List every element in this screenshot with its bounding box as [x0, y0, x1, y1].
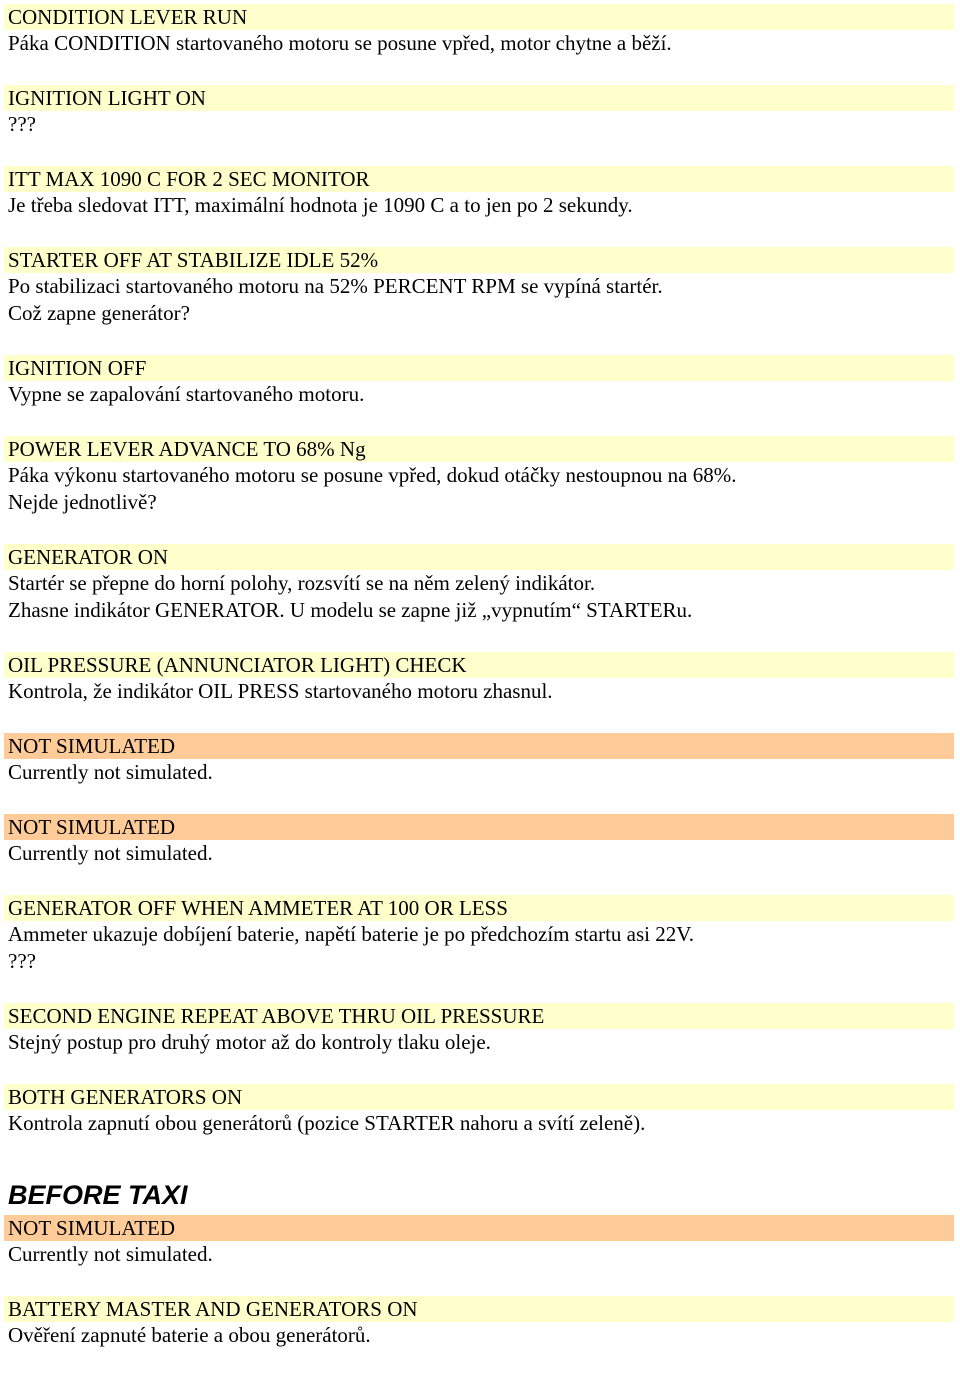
checklist-entry	[0, 652, 960, 733]
checklist-heading: NOT SIMULATED	[4, 814, 954, 840]
checklist-entry	[0, 733, 960, 814]
checklist-description: Startér se přepne do horní polohy, rozsvítí se na něm zelený indikátor.	[8, 571, 596, 595]
checklist-heading: NOT SIMULATED	[4, 1215, 954, 1241]
checklist-heading: STARTER OFF AT STABILIZE IDLE 52%	[4, 247, 954, 273]
checklist-heading: NOT SIMULATED	[4, 733, 954, 759]
checklist-heading: CONDITION LEVER RUN	[4, 4, 954, 30]
checklist-heading: IGNITION OFF	[4, 355, 954, 381]
checklist-description: Nejde jednotlivě?	[8, 490, 157, 514]
checklist-description: Stejný postup pro druhý motor až do kontroly tlaku oleje.	[8, 1030, 491, 1054]
checklist-entry	[0, 1003, 960, 1084]
checklist-description: Ověření zapnuté baterie a obou generátorů.	[8, 1323, 371, 1347]
checklist-entries-before-taxi	[0, 1215, 960, 1349]
checklist-heading: BOTH GENERATORS ON	[4, 1084, 954, 1110]
section-title: BEFORE TAXI	[8, 1180, 188, 1210]
checklist-entries-start	[0, 4, 960, 1137]
checklist-page	[0, 4, 960, 1349]
checklist-description: Currently not simulated.	[8, 1242, 213, 1266]
checklist-description: Páka výkonu startovaného motoru se posune vpřed, dokud otáčky nestoupnou na 68%.	[8, 463, 737, 487]
checklist-entry	[0, 355, 960, 436]
checklist-entry	[0, 85, 960, 166]
checklist-description: Currently not simulated.	[8, 841, 213, 865]
checklist-description: ???	[8, 949, 36, 973]
checklist-entry	[0, 895, 960, 1003]
checklist-heading: IGNITION LIGHT ON	[4, 85, 954, 111]
checklist-heading: BATTERY MASTER AND GENERATORS ON	[4, 1296, 954, 1322]
checklist-description: Currently not simulated.	[8, 760, 213, 784]
checklist-entry	[0, 1215, 960, 1296]
checklist-description: Po stabilizaci startovaného motoru na 52% PERCENT RPM se vypíná startér.	[8, 274, 663, 298]
checklist-heading: SECOND ENGINE REPEAT ABOVE THRU OIL PRESSURE	[4, 1003, 954, 1029]
checklist-entry	[0, 1296, 960, 1349]
checklist-entry	[0, 436, 960, 544]
checklist-description: Což zapne generátor?	[8, 301, 190, 325]
checklist-heading: ITT MAX 1090 C FOR 2 SEC MONITOR	[4, 166, 954, 192]
checklist-description: ???	[8, 112, 36, 136]
checklist-entry	[0, 1084, 960, 1137]
checklist-entry	[0, 814, 960, 895]
checklist-description: Kontrola, že indikátor OIL PRESS startovaného motoru zhasnul.	[8, 679, 553, 703]
checklist-description: Zhasne indikátor GENERATOR. U modelu se zapne již „vypnutím“ STARTERu.	[8, 598, 693, 622]
checklist-entry	[0, 4, 960, 85]
checklist-description: Ammeter ukazuje dobíjení baterie, napětí baterie je po předchozím startu asi 22V.	[8, 922, 694, 946]
checklist-entry	[0, 247, 960, 355]
checklist-entry	[0, 166, 960, 247]
checklist-description: Je třeba sledovat ITT, maximální hodnota je 1090 C a to jen po 2 sekundy.	[8, 193, 633, 217]
checklist-heading: OIL PRESSURE (ANNUNCIATOR LIGHT) CHECK	[4, 652, 954, 678]
checklist-heading: POWER LEVER ADVANCE TO 68% Ng	[4, 436, 954, 462]
checklist-description: Kontrola zapnutí obou generátorů (pozice STARTER nahoru a svítí zeleně).	[8, 1111, 646, 1135]
checklist-description: Páka CONDITION startovaného motoru se posune vpřed, motor chytne a běží.	[8, 31, 672, 55]
checklist-entry	[0, 544, 960, 652]
checklist-heading: GENERATOR OFF WHEN AMMETER AT 100 OR LESS	[4, 895, 954, 921]
checklist-description: Vypne se zapalování startovaného motoru.	[8, 382, 365, 406]
checklist-heading: GENERATOR ON	[4, 544, 954, 570]
